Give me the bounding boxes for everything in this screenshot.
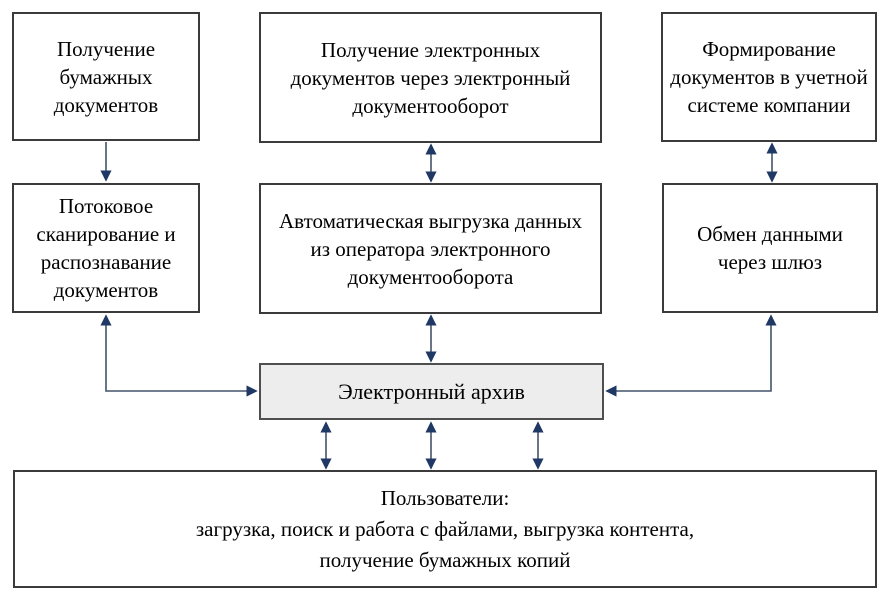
box-users [13, 470, 877, 588]
box-label: Обмен данными через шлюз [697, 222, 843, 274]
box-label: Электронный архив [338, 378, 525, 404]
box-label: Получение бумажных документов [53, 36, 159, 117]
users-line-2: загрузка, поиск и работа с файлами, выгрузка контента, [195, 516, 695, 541]
box-receive-paper-documents [12, 12, 200, 141]
users-line-3: получение бумажных копий [319, 547, 571, 572]
box-auto-unload-edo-operator [259, 183, 602, 314]
box-label: Потоковое сканирование и распознавание документов [36, 194, 176, 302]
box-gateway-data-exchange [662, 183, 878, 313]
box-label: Формирование документов в учетной системе компании [670, 37, 868, 117]
users-line-1: Пользователи: [380, 485, 510, 510]
box-receive-electronic-documents [259, 12, 602, 143]
arrow-scanning-archive-elbow [106, 316, 256, 391]
box-form-documents-accounting-system [661, 12, 877, 142]
arrow-gateway-archive-elbow [607, 316, 771, 391]
box-electronic-archive [259, 363, 604, 420]
box-label: Автоматическая выгрузка данных из оператора электронного документооборота [279, 208, 582, 289]
box-stream-scanning-recognition [12, 183, 200, 313]
box-label: Получение электронных документов через электронный документооборот [290, 37, 571, 118]
